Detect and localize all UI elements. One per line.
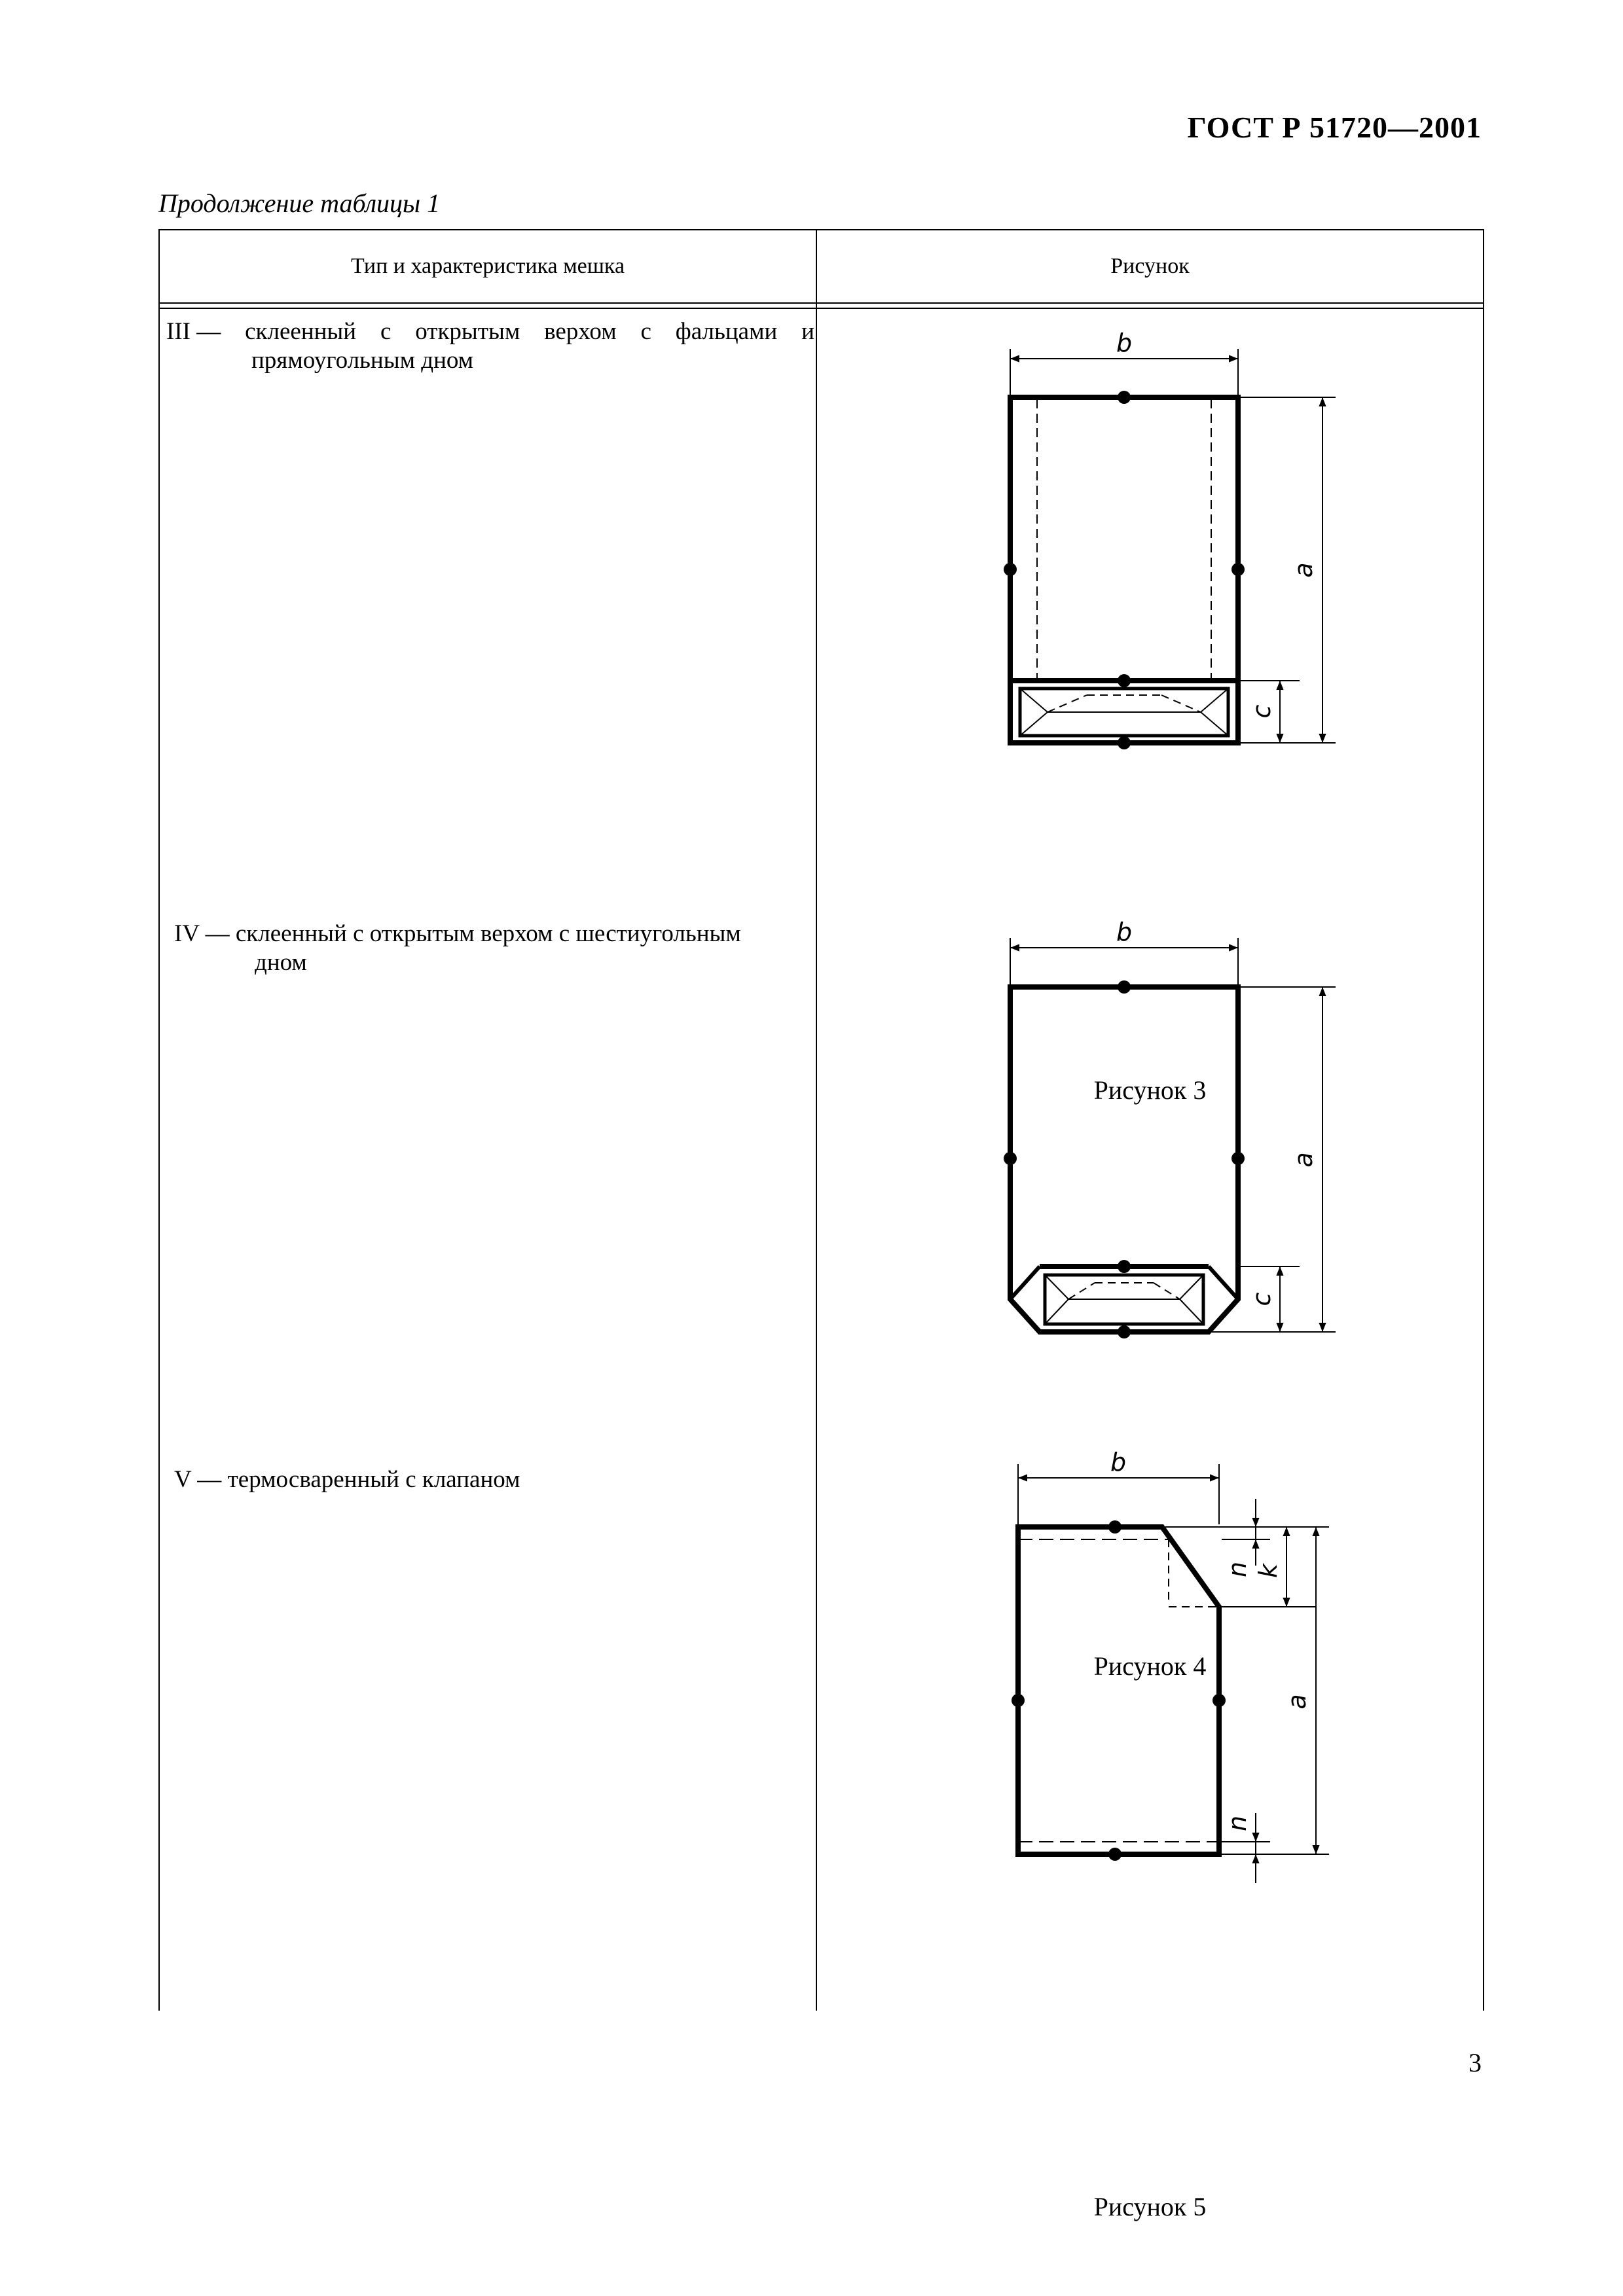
seam-dot (1118, 980, 1131, 994)
figure-3-seam-dots (1004, 391, 1245, 749)
figure-caption-3: Рисунок 3 (1093, 1075, 1207, 1105)
dimension-label-a: a (1283, 1694, 1311, 1710)
dimension-label-n: n (1223, 1561, 1252, 1578)
seam-dot (1231, 1152, 1245, 1165)
table-continuation-caption: Продолжение таблицы 1 (158, 188, 441, 218)
seam-dot (1012, 1694, 1025, 1707)
seam-dot (1118, 1260, 1131, 1273)
figure-4-drawing (1010, 987, 1238, 1332)
column-header-type: Тип и характеристика мешка (350, 254, 625, 278)
page-number: 3 (1468, 2048, 1482, 2077)
seam-dot (1004, 563, 1017, 576)
dimension-label-c: c (1247, 704, 1276, 719)
row-text-line: склеенный с открытым верхом с шестиугольным (235, 920, 741, 947)
row-text-line: термосваренный с клапаном (227, 1466, 520, 1493)
figure-3-dimensions (1010, 349, 1336, 743)
dimension-label-b: b (1116, 329, 1133, 357)
seam-dot (1004, 1152, 1017, 1165)
dimension-label-b: b (1116, 918, 1133, 946)
figure-4-dimensions (1010, 938, 1336, 1332)
seam-dot (1108, 1848, 1122, 1861)
seam-dot (1118, 1325, 1131, 1338)
row-roman: III — (166, 318, 221, 345)
row-text-line: склеенный с открытым верхом с фальцами и (245, 318, 814, 345)
dimension-label-c: c (1247, 1292, 1276, 1306)
figure-3-drawing (1010, 397, 1238, 743)
seam-dot (1118, 391, 1131, 404)
seam-dot (1213, 1694, 1226, 1707)
seam-dot (1118, 674, 1131, 687)
dimension-label-n: n (1223, 1815, 1252, 1832)
seam-dot (1231, 563, 1245, 576)
dimension-label-a: a (1289, 1152, 1318, 1168)
row-roman: V — (174, 1466, 222, 1493)
row-text-line: дном (255, 949, 307, 976)
figure-caption-4: Рисунок 4 (1093, 1651, 1207, 1681)
figure-caption-5: Рисунок 5 (1093, 2192, 1207, 2221)
figure-4-seam-dots (1004, 980, 1245, 1338)
row-text-line: прямоугольным дном (251, 347, 474, 374)
row-roman: IV — (174, 920, 230, 947)
column-header-figure: Рисунок (1110, 254, 1190, 278)
seam-dot (1118, 736, 1131, 749)
dimension-label-b: b (1110, 1448, 1127, 1477)
seam-dot (1108, 1520, 1122, 1534)
dimension-label-a: a (1289, 562, 1318, 578)
dimension-label-k: k (1254, 1563, 1283, 1579)
document-id: ГОСТ Р 51720—2001 (1187, 111, 1482, 144)
figure-5-drawing (1018, 1527, 1219, 1854)
